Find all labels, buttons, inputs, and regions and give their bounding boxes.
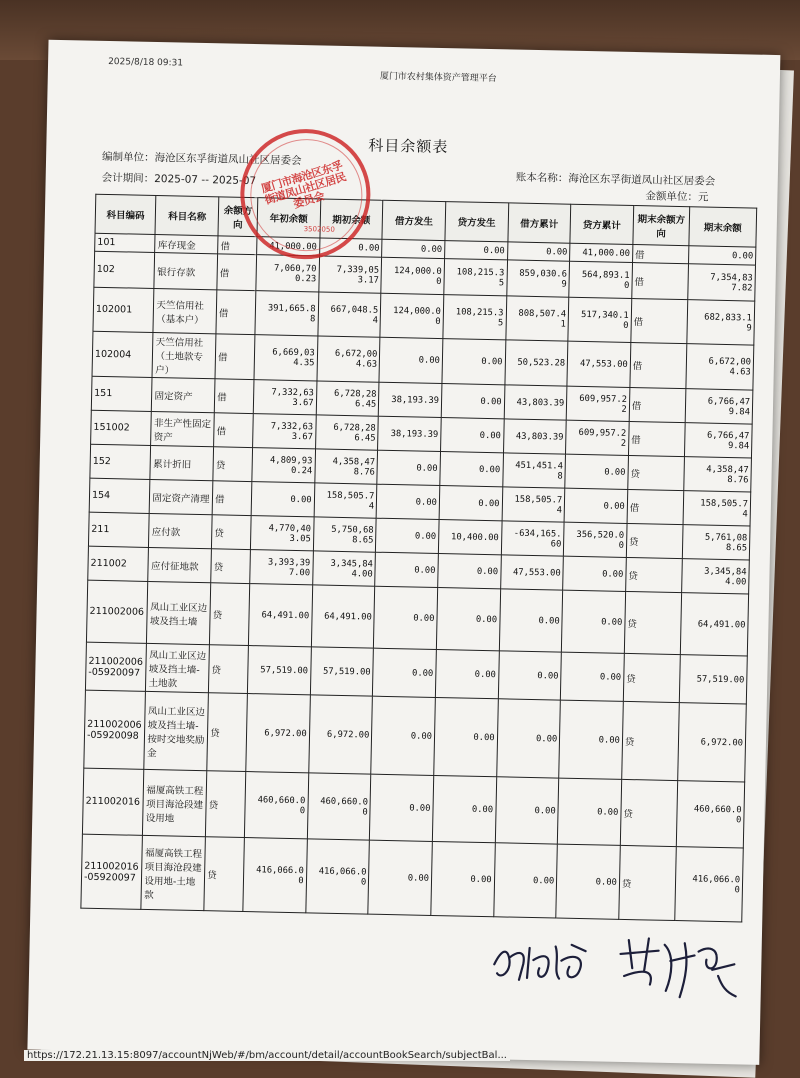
cell-balance-direction: 贷 (213, 447, 253, 482)
cell-account-name: 库存现金 (155, 235, 218, 254)
signature-1 (489, 929, 600, 991)
header-credit-cumulative: 贷方累计 (570, 204, 633, 244)
cell-debit-cumulative: 0.00 (498, 651, 562, 700)
cell-debit-cumulative: 43,803.39 (504, 385, 567, 420)
cell-account-name: 天竺信用社（土地款专户） (152, 332, 216, 378)
cell-credit-cumulative: 0.00 (564, 488, 627, 523)
cell-closing-balance: 64,491.00 (680, 593, 748, 656)
cell-closing-balance: 6,766,47 9.84 (685, 389, 753, 424)
cell-credit-amount: 0.00 (441, 384, 504, 419)
cell-period-opening-balance: 64,491.00 (311, 585, 375, 648)
cell-closing-balance: 6,766,47 9.84 (684, 423, 752, 458)
print-timestamp: 2025/8/18 09:31 (108, 56, 184, 69)
cell-debit-amount: 0.00 (382, 239, 445, 258)
cell-debit-cumulative: 47,553.00 (500, 555, 563, 590)
cell-debit-amount: 0.00 (376, 484, 439, 519)
cell-account-code: 211002006 (86, 580, 148, 643)
cell-account-name: 应付征地款 (148, 547, 211, 582)
cell-debit-amount: 124,000.0 0 (380, 293, 444, 338)
cell-period-opening-balance: 0.00 (319, 238, 382, 257)
cell-account-code: 102 (94, 251, 155, 288)
cell-opening-year-balance: 3,393,39 7.00 (250, 550, 313, 585)
cell-credit-amount: 0.00 (438, 554, 501, 589)
cell-closing-direction: 贷 (620, 779, 678, 846)
table-body (81, 233, 756, 922)
cell-period-opening-balance: 3,345,84 4.00 (312, 551, 375, 586)
cell-closing-direction: 借 (629, 387, 686, 422)
cell-account-code: 151 (91, 376, 152, 411)
cell-opening-year-balance: 4,809,93 0.24 (252, 448, 315, 483)
cell-opening-year-balance: 6,669,03 4.35 (254, 335, 318, 381)
cell-period-opening-balance: 6,728,28 6.45 (316, 381, 379, 416)
cell-closing-direction: 贷 (624, 591, 681, 654)
cell-account-name: 福厦高铁工程项目海沧段建设用地-土地款 (141, 835, 205, 910)
cell-debit-amount: 124,000.0 0 (381, 257, 444, 294)
cell-account-code: 211002016 (82, 768, 144, 835)
cell-debit-cumulative: 451,451.4 8 (502, 453, 565, 488)
cell-account-code: 151002 (91, 410, 152, 445)
cell-credit-amount: 10,400.00 (438, 520, 501, 555)
cell-opening-year-balance: 460,660.0 0 (244, 772, 308, 839)
cell-account-name: 累计折旧 (150, 445, 213, 480)
header-debit-amount: 借方发生 (382, 200, 445, 240)
cell-account-code: 152 (90, 444, 151, 479)
cell-period-opening-balance: 5,750,68 8.65 (313, 517, 376, 552)
cell-closing-balance: 6,972.00 (678, 703, 747, 782)
cell-credit-amount: 0.00 (436, 587, 500, 650)
cell-balance-direction: 贷 (212, 515, 252, 550)
cell-debit-amount: 0.00 (376, 518, 439, 553)
cell-debit-amount: 0.00 (377, 450, 440, 485)
cell-credit-cumulative: 0.00 (562, 590, 626, 653)
cell-account-code: 211002 (88, 546, 149, 581)
cell-credit-amount: 108,215.3 5 (444, 259, 507, 296)
cell-account-name: 凤山工业区边坡及挡土墙 (147, 581, 211, 644)
cell-credit-amount: 0.00 (440, 418, 503, 453)
cell-account-code: 154 (89, 478, 150, 513)
cell-debit-amount: 0.00 (379, 337, 443, 383)
cell-balance-direction: 贷 (209, 645, 249, 694)
cell-opening-year-balance: 416,066.0 0 (243, 838, 307, 913)
cell-debit-cumulative: 0.00 (499, 589, 563, 652)
cell-credit-cumulative: 0.00 (558, 778, 622, 845)
cell-opening-year-balance: 391,665.8 8 (255, 291, 319, 336)
cell-debit-amount: 38,193.39 (379, 382, 442, 417)
cell-opening-year-balance: 7,060,70 0.23 (256, 255, 319, 292)
cell-balance-direction: 借 (217, 254, 257, 291)
cell-closing-balance: 57,519.00 (679, 655, 747, 704)
cell-closing-direction: 借 (632, 263, 689, 300)
cell-debit-cumulative: -634,165. 60 (501, 521, 564, 556)
cell-account-code: 102001 (93, 287, 154, 332)
cell-account-name: 非生产性固定资产 (151, 411, 214, 446)
cell-credit-amount: 0.00 (440, 452, 503, 487)
cell-credit-cumulative: 0.00 (565, 454, 628, 489)
cell-account-name: 固定资产 (152, 377, 215, 412)
header-account-name: 科目名称 (155, 196, 218, 236)
cell-debit-amount: 0.00 (371, 696, 435, 775)
cell-account-name: 天竺信用社（基本户） (153, 289, 217, 334)
cell-debit-amount: 38,193.39 (378, 416, 441, 451)
cell-debit-amount: 0.00 (375, 552, 438, 587)
cell-balance-direction: 借 (216, 290, 256, 335)
cell-closing-balance: 460,660.0 0 (676, 781, 744, 848)
cell-account-name: 凤山工业区边坡及挡土墙-按时交地奖励金 (144, 691, 208, 770)
cell-closing-direction: 贷 (625, 557, 682, 592)
header-debit-cumulative: 借方累计 (507, 203, 570, 243)
header-credit-amount: 贷方发生 (445, 202, 508, 242)
cell-credit-amount: 0.00 (431, 841, 495, 916)
header-balance-direction: 余额方向 (218, 197, 258, 237)
cell-debit-cumulative: 808,507.4 1 (505, 296, 569, 341)
cell-credit-amount: 0.00 (432, 775, 496, 842)
cell-closing-balance: 6,672,00 4.63 (686, 344, 754, 390)
cell-period-opening-balance: 7,339,05 3.17 (318, 256, 381, 293)
cell-balance-direction: 贷 (206, 771, 246, 838)
cell-credit-amount: 0.00 (442, 339, 506, 385)
cell-debit-cumulative: 0.00 (496, 699, 560, 778)
cell-closing-balance: 0.00 (688, 246, 755, 265)
cell-balance-direction: 借 (218, 236, 257, 255)
cell-debit-amount: 0.00 (373, 648, 437, 697)
cell-credit-amount: 0.00 (434, 697, 498, 776)
cell-account-code: 101 (95, 233, 156, 252)
cell-period-opening-balance: 6,728,28 6.45 (315, 415, 378, 450)
cell-closing-direction: 借 (632, 245, 689, 264)
cell-closing-direction: 贷 (623, 653, 680, 702)
cell-balance-direction: 贷 (211, 549, 251, 584)
cell-closing-direction: 借 (627, 489, 684, 524)
cell-closing-balance: 416,066.0 0 (675, 847, 744, 922)
cell-account-name: 银行存款 (154, 253, 217, 290)
printed-page (27, 40, 780, 1065)
cell-account-code: 211 (88, 512, 149, 547)
cell-closing-balance: 7,354,83 7.82 (688, 264, 756, 301)
cell-debit-cumulative: 43,803.39 (503, 419, 566, 454)
cell-account-name: 福厦高铁工程项目海沧段建设用地 (143, 769, 207, 836)
cell-opening-year-balance: 41,000.00 (257, 237, 320, 256)
cell-credit-amount: 0.00 (439, 486, 502, 521)
header-opening-year-balance: 年初余额 (257, 198, 320, 238)
cell-debit-cumulative: 0.00 (493, 843, 557, 918)
cell-period-opening-balance: 416,066.0 0 (305, 839, 369, 914)
header-closing-direction: 期末余额方向 (633, 206, 690, 246)
accounting-period: 会计期间：2025-07 -- 2025-07 (101, 171, 257, 188)
document-title: 科目余额表 (368, 136, 449, 157)
cell-credit-cumulative: 517,340.1 0 (568, 297, 632, 342)
cell-opening-year-balance: 0.00 (251, 482, 314, 517)
cell-debit-cumulative: 50,523.28 (504, 340, 568, 386)
cell-period-opening-balance: 57,519.00 (310, 647, 374, 696)
cell-credit-amount: 0.00 (435, 649, 499, 698)
cell-debit-amount: 0.00 (370, 774, 434, 841)
cell-credit-cumulative: 47,553.00 (567, 341, 631, 387)
cell-period-opening-balance: 6,972.00 (308, 695, 372, 774)
cell-closing-balance: 4,358,47 8.76 (684, 457, 752, 492)
currency-unit: 金额单位：元 (645, 190, 709, 204)
cell-debit-cumulative: 0.00 (507, 242, 570, 261)
cell-debit-amount: 0.00 (374, 586, 438, 649)
cell-opening-year-balance: 57,519.00 (247, 646, 311, 695)
cell-balance-direction: 借 (214, 413, 254, 448)
cell-debit-amount: 0.00 (368, 840, 432, 915)
cell-credit-cumulative: 0.00 (563, 556, 626, 591)
cell-credit-cumulative: 564,893.1 0 (569, 261, 632, 298)
cell-account-name: 凤山工业区边坡及挡土墙-土地款 (146, 643, 210, 692)
header-account-code: 科目编码 (95, 194, 156, 234)
seal-number: 3502050 (303, 225, 335, 234)
cell-closing-balance: 682,833.1 9 (687, 300, 755, 345)
cell-credit-amount: 108,215.3 5 (443, 295, 507, 340)
cell-period-opening-balance: 158,505.7 4 (314, 483, 377, 518)
balance-table (80, 194, 757, 923)
cell-closing-direction: 借 (630, 342, 687, 388)
cell-period-opening-balance: 667,048.5 4 (318, 292, 382, 337)
cell-debit-cumulative: 0.00 (495, 777, 559, 844)
cell-closing-direction: 贷 (619, 845, 677, 920)
cell-credit-cumulative: 609,957.2 2 (566, 386, 629, 421)
cell-period-opening-balance: 4,358,47 8.76 (314, 449, 377, 484)
cell-credit-cumulative: 0.00 (561, 652, 625, 701)
cell-balance-direction: 借 (214, 379, 254, 414)
cell-debit-cumulative: 158,505.7 4 (502, 487, 565, 522)
cell-closing-balance: 5,761,08 8.65 (682, 525, 750, 560)
cell-closing-direction: 贷 (626, 523, 683, 558)
cell-account-code: 211002006-05920098 (84, 690, 146, 769)
cell-debit-cumulative: 859,030.6 9 (506, 260, 569, 297)
cell-credit-amount: 0.00 (444, 241, 507, 260)
cell-closing-balance: 3,345,84 4.00 (682, 559, 750, 594)
cell-opening-year-balance: 64,491.00 (248, 584, 312, 647)
cell-balance-direction: 借 (212, 481, 252, 516)
cell-closing-balance: 158,505.7 4 (683, 491, 751, 526)
cell-credit-cumulative: 0.00 (559, 700, 623, 779)
cell-opening-year-balance: 6,972.00 (246, 694, 310, 773)
signature-2 (613, 924, 745, 1007)
cell-account-name: 应付款 (149, 513, 212, 548)
compiling-unit: 编制单位：海沧区东孚街道凤山社区居委会 (101, 150, 302, 168)
cell-closing-direction: 借 (628, 421, 685, 456)
table-row (81, 834, 743, 922)
cell-period-opening-balance: 6,672,00 4.63 (317, 336, 381, 382)
cell-closing-direction: 借 (631, 298, 688, 343)
cell-balance-direction: 借 (215, 334, 255, 380)
header-period-opening-balance: 期初余额 (320, 199, 383, 239)
cell-closing-direction: 贷 (622, 701, 680, 780)
cell-balance-direction: 贷 (204, 837, 244, 912)
cell-account-name: 固定资产清理 (150, 479, 213, 514)
table-row (84, 690, 746, 782)
cell-account-code: 211002006-05920097 (85, 642, 146, 691)
cell-credit-cumulative: 609,957.2 2 (566, 420, 629, 455)
cell-opening-year-balance: 4,770,40 3.05 (250, 516, 313, 551)
cell-closing-direction: 贷 (628, 455, 685, 490)
cell-account-code: 211002016-05920097 (81, 834, 143, 909)
cell-period-opening-balance: 460,660.0 0 (307, 773, 371, 840)
header-closing-balance: 期末余额 (689, 207, 757, 247)
cell-balance-direction: 贷 (207, 693, 247, 772)
cell-credit-cumulative: 0.00 (556, 844, 620, 919)
cell-opening-year-balance: 7,332,63 3.67 (253, 414, 316, 449)
cell-credit-cumulative: 41,000.00 (570, 243, 633, 262)
cell-balance-direction: 贷 (210, 583, 250, 646)
seal-text: 厦门市海沧区东孚街道凤山社区居民委员会 (259, 158, 348, 211)
page-url: https://172.21.13.15:8097/accountNjWeb/#/bm/account/detail/accountBookSearch/subjectBal... (24, 1050, 510, 1061)
cell-account-code: 102004 (92, 331, 153, 377)
cell-credit-cumulative: 356,520.0 0 (564, 522, 627, 557)
platform-name: 厦门市农村集体资产管理平台 (379, 71, 497, 85)
cell-opening-year-balance: 7,332,63 3.67 (253, 380, 316, 415)
account-book-name: 账本名称：海沧区东孚街道凤山社区居委会 (515, 171, 716, 188)
